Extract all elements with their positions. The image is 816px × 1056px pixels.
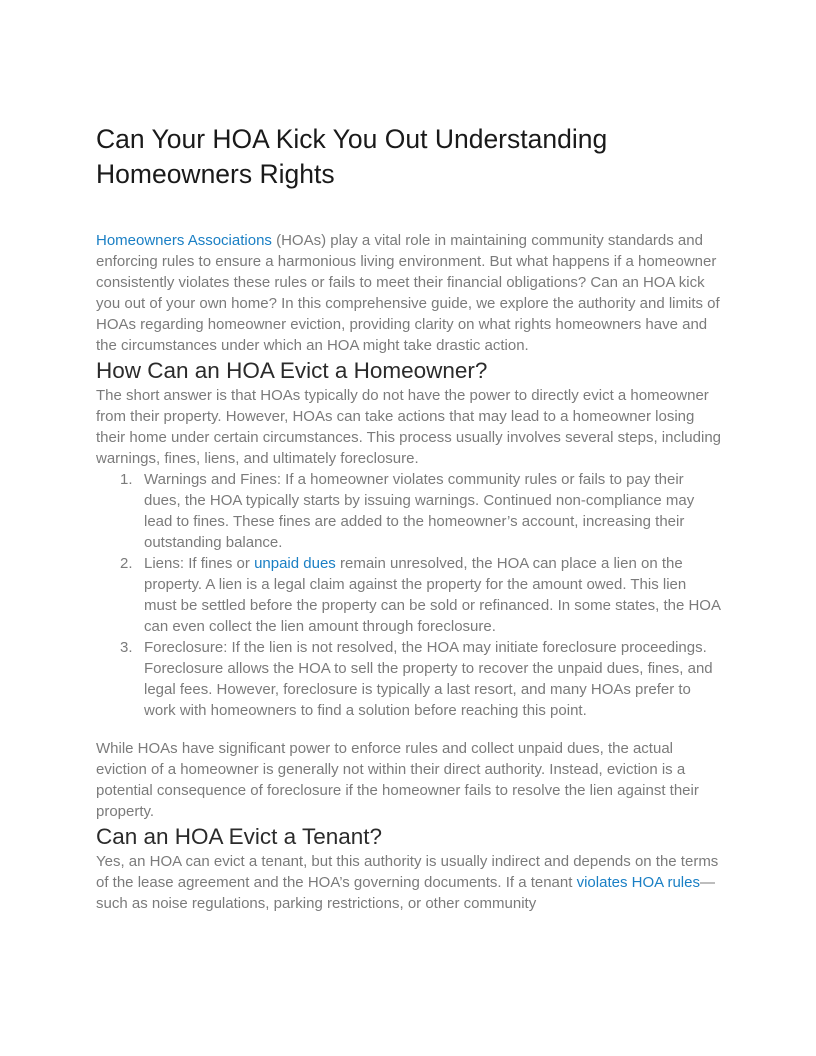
document-page: [96, 122, 722, 914]
list-item-foreclosure: [96, 637, 722, 721]
list-item-warnings: [96, 469, 722, 553]
list-number: 3.: [120, 639, 133, 656]
intro-text: (HOAs) play a vital role in maintaining community standards and enforcing rules to ensure a harmonious living environment. But what happens if a homeowner consistently violates these rules or fails to meet their financial obligations? Can an HOA kick you out of your own home? In this comprehensive guide, we explore the authority and limits of HOAs regarding homeowner eviction, providing clarity on what rights homeowners have and the circumstances under which an HOA might take drastic action.: [96, 232, 720, 354]
section1-paragraph: The short answer is that HOAs typically do not have the power to directly evict a homeowner from their property. However, HOAs can take actions that may lead to a homeowner losing their home under certain circumstances. This process usually involves several steps, including warnings, fines, liens, and ultimately foreclosure.: [96, 387, 722, 467]
list-number: 2.: [120, 555, 133, 572]
homeowners-associations-link[interactable]: Homeowners Associations: [96, 232, 272, 249]
section2-text-after: —such as noise regulations, parking restrictions, or other community: [96, 874, 715, 912]
page-title: Can Your HOA Kick You Out Understanding Homeowners Rights: [96, 124, 608, 189]
list-number: 1.: [120, 471, 133, 488]
list-item-text-after: remain unresolved, the HOA can place a lien on the property. A lien is a legal claim against the property for the amount owed. This lien must be settled before the property can be sold or refinanced. In some states, the HOA can even collect the lien amount through foreclosure.: [144, 555, 721, 635]
list-spacer: [96, 721, 722, 738]
section2-text-before: Yes, an HOA can evict a tenant, but this authority is usually indirect and depends on the terms of the lease agreement and the HOA’s governing documents. If a tenant: [96, 853, 719, 891]
intro-paragraph: [96, 230, 722, 356]
list-item-text-before: Liens: If fines or: [144, 555, 255, 572]
violates-hoa-rules-link[interactable]: violates HOA rules: [576, 874, 700, 891]
list-item-liens: [96, 553, 722, 637]
list-item-text: Foreclosure: If the lien is not resolved, the HOA may initiate foreclosure proceedings. Foreclosure allows the HOA to sell the property to recover the unpaid dues, fines, and legal fees. However, foreclosure is typically a last resort, and many HOAs prefer to work with homeowners to find a solution before reaching this point.: [144, 639, 713, 719]
section-heading-evict-tenant: Can an HOA Evict a Tenant?: [96, 824, 383, 849]
section2-paragraph: [96, 851, 722, 914]
unpaid-dues-link[interactable]: unpaid dues: [254, 555, 336, 572]
list-item-text: Warnings and Fines: If a homeowner violates community rules or fails to pay their dues, the HOA typically starts by issuing warnings. Continued non-compliance may lead to fines. These fines are added to the homeowner’s account, increasing their outstanding balance.: [144, 471, 695, 551]
section-heading-evict-homeowner: How Can an HOA Evict a Homeowner?: [96, 358, 488, 383]
section1-closing-paragraph: While HOAs have significant power to enforce rules and collect unpaid dues, the actual eviction of a homeowner is generally not within their direct authority. Instead, eviction is a potential consequence of foreclosure if the homeowner fails to resolve the lien against their property.: [96, 740, 699, 820]
steps-list: [96, 469, 722, 721]
